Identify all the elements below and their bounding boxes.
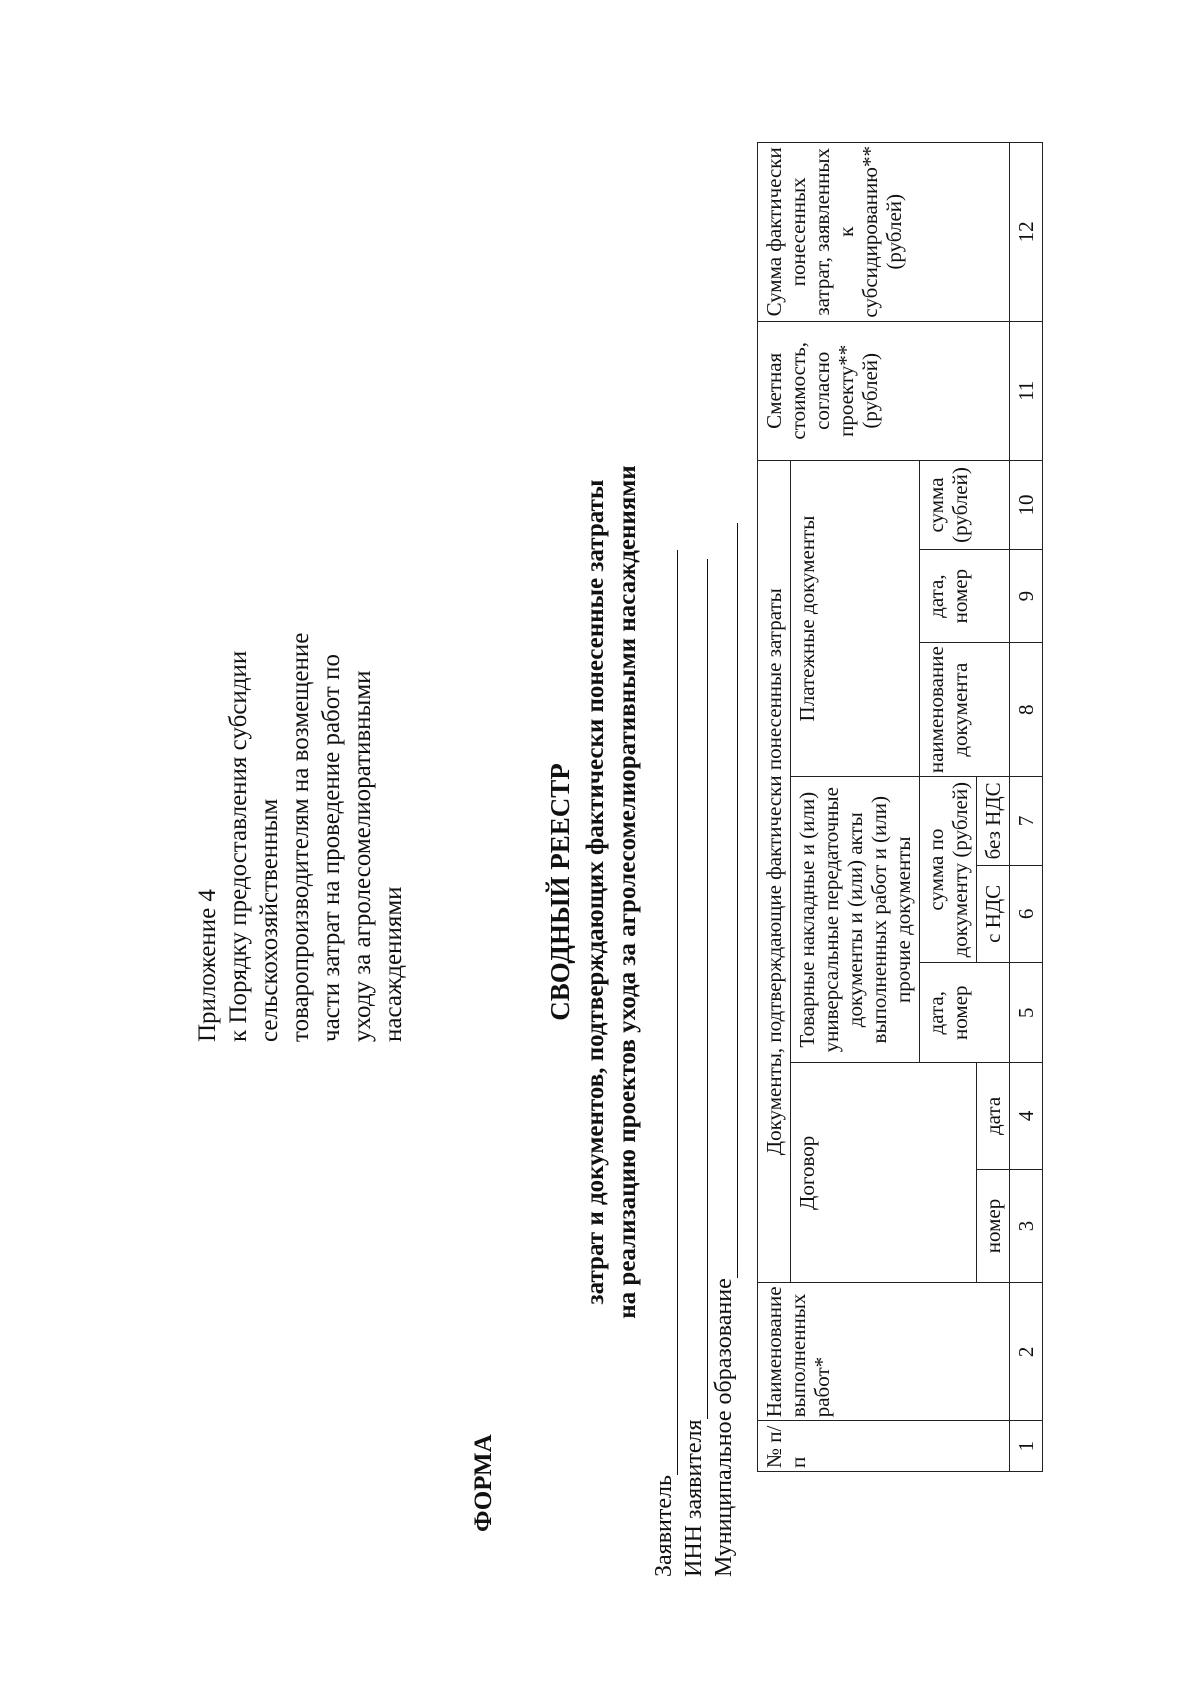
header-waybills: Товарные накладные и (или) универсальные передаточные документы и (или) акты выполненных работ и (или) прочие документы — [791, 777, 920, 1063]
municipality-fill-line — [715, 523, 738, 1278]
municipality-field — [710, 523, 738, 1577]
document-subtitle-line-1: затрат и документов, подтверждающих фактически понесенные затраты — [582, 479, 609, 1305]
appendix-line: товаропроизводителям на возмещение — [287, 632, 314, 1042]
header-payment-doc-name: наименование документа — [920, 643, 1010, 777]
header-row-number: № п/п — [758, 1421, 1010, 1472]
column-number: 5 — [1010, 963, 1043, 1063]
column-number: 9 — [1010, 550, 1043, 643]
appendix-line: Приложение 4 — [194, 889, 221, 1042]
header-payment-sum: сумма (рублей) — [920, 460, 1010, 549]
header-estimate: Сметная стоимость, согласно проекту** (рублей) — [758, 321, 1010, 460]
inn-label: ИНН заявителя — [681, 1419, 707, 1577]
header-supporting-documents: Документы, подтверждающие фактически понесенные затраты — [758, 460, 791, 1282]
applicant-label: Заявитель — [651, 1475, 677, 1577]
header-contract-date: дата — [977, 1063, 1010, 1169]
header-waybill-date-number: дата, номер — [920, 963, 1010, 1063]
column-number: 11 — [1010, 321, 1043, 460]
document-title: СВОДНЫЙ РЕЕСТР — [545, 763, 575, 1021]
inn-fill-line — [685, 560, 708, 1420]
municipality-label: Муниципальное образование — [711, 1278, 737, 1577]
header-payment-date-number: дата, номер — [920, 550, 1010, 643]
header-work-name: Наименование выполненных работ* — [758, 1283, 1010, 1421]
column-number: 7 — [1010, 777, 1043, 865]
header-contract-number: номер — [977, 1169, 1010, 1283]
appendix-line: уходу за агролесомелиоративными — [349, 670, 376, 1042]
header-contract: Договор — [791, 1063, 977, 1283]
column-number: 8 — [1010, 643, 1043, 777]
header-sum-by-document: сумма по документу (рублей) — [920, 777, 977, 963]
appendix-note — [192, 572, 409, 1042]
form-label: ФОРМА — [470, 1434, 497, 1532]
header-total-claimed: Сумма фактически понесенных затрат, заявленных к субсидированию** (рублей) — [758, 143, 1010, 322]
column-number: 3 — [1010, 1169, 1043, 1283]
column-number: 10 — [1010, 460, 1043, 549]
header-without-vat: без НДС — [977, 777, 1010, 865]
column-number: 6 — [1010, 865, 1043, 963]
header-payment-documents: Платежные документы — [791, 460, 920, 776]
column-number: 4 — [1010, 1063, 1043, 1169]
appendix-line: части затрат на проведение работ по — [318, 654, 345, 1042]
column-number: 2 — [1010, 1283, 1043, 1421]
column-number: 12 — [1010, 143, 1043, 322]
document-subtitle-line-2: на реализацию проектов ухода за агролесомелиоративными насаждениями — [614, 465, 641, 1319]
appendix-line: сельскохозяйственным — [256, 798, 283, 1042]
applicant-fill-line — [655, 550, 678, 1475]
appendix-line: к Порядку предоставления субсидии — [225, 650, 252, 1042]
header-with-vat: с НДС — [977, 865, 1010, 963]
applicant-field — [650, 550, 678, 1577]
document-page — [0, 112, 1120, 1672]
appendix-line: насаждениями — [380, 886, 407, 1042]
column-number-row — [1010, 143, 1043, 1472]
register-table — [757, 142, 1043, 1472]
inn-field — [680, 560, 708, 1578]
column-number: 1 — [1010, 1421, 1043, 1472]
